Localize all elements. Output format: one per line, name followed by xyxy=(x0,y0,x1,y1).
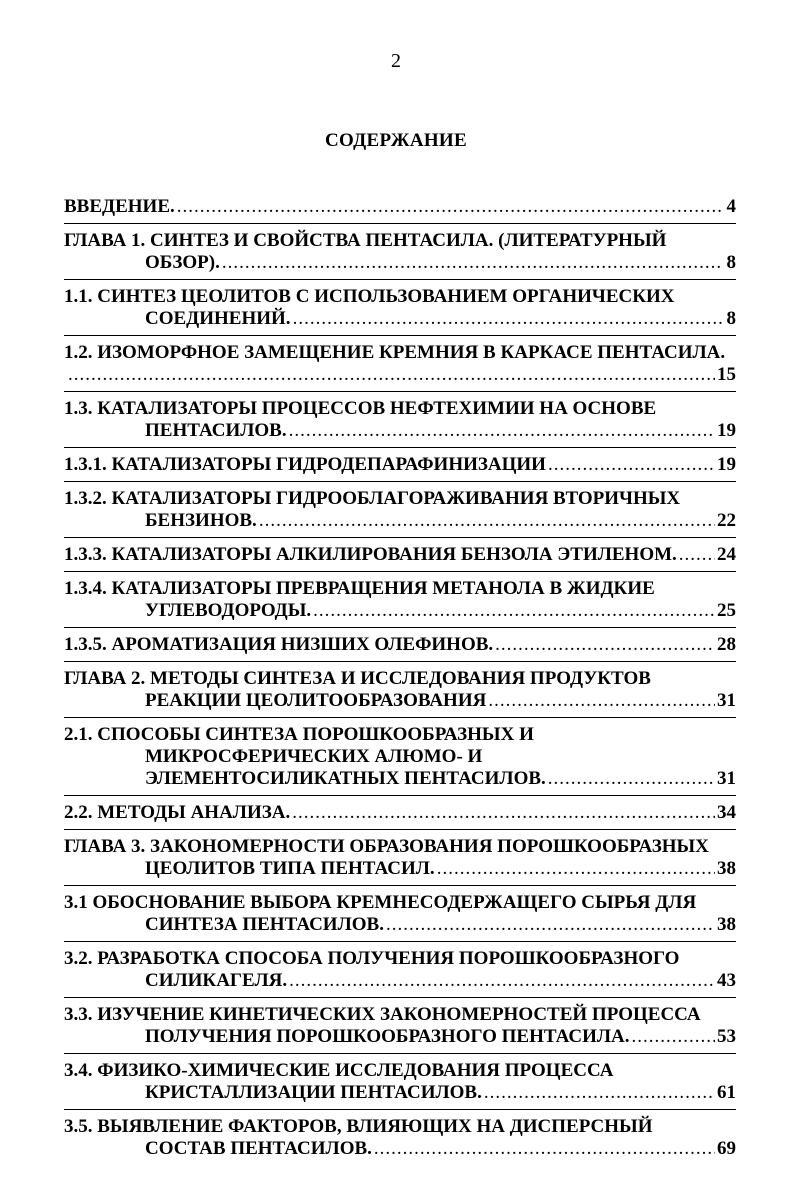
toc-entry xyxy=(64,836,736,880)
toc-entry xyxy=(64,1060,736,1104)
dot-leader xyxy=(292,802,715,824)
dot-leader xyxy=(495,634,715,656)
toc-entry xyxy=(64,948,736,992)
dot-leader xyxy=(289,970,715,992)
toc-entry-page: 69 xyxy=(717,1138,736,1159)
dot-leader xyxy=(374,1138,715,1160)
toc-entry-page: 19 xyxy=(717,420,736,441)
toc-entry-text: ОБЗОР). xyxy=(145,252,220,273)
toc-entry-page: 53 xyxy=(717,1026,736,1047)
toc-entry-text: СОЕДИНЕНИЙ. xyxy=(145,308,291,329)
toc-entry xyxy=(64,668,736,712)
page-number: 2 xyxy=(391,50,401,72)
dot-leader xyxy=(632,1026,716,1048)
entry-separator xyxy=(64,997,736,998)
toc-entry-text: 1.1. СИНТЕЗ ЦЕОЛИТОВ С ИСПОЛЬЗОВАНИЕМ ОРГАНИЧЕСКИХ xyxy=(64,286,675,307)
toc-entry-text: 1.3.5. АРОМАТИЗАЦИЯ НИЗШИХ ОЛЕФИНОВ. xyxy=(64,634,494,655)
dot-leader xyxy=(488,690,715,712)
toc-entry-text: 1.3.3. КАТАЛИЗАТОРЫ АЛКИЛИРОВАНИЯ БЕНЗОЛА ЭТИЛЕНОМ. xyxy=(64,544,677,565)
toc-entry-text: СОСТАВ ПЕНТАСИЛОВ. xyxy=(145,1138,372,1159)
toc-entry-text: ГЛАВА 3. ЗАКОНОМЕРНОСТИ ОБРАЗОВАНИЯ ПОРОШКООБРАЗНЫХ xyxy=(64,836,709,857)
toc-entry xyxy=(64,544,736,566)
table-of-contents xyxy=(64,196,736,1160)
dot-leader xyxy=(437,858,715,880)
toc-entry-page: 15 xyxy=(717,364,736,385)
toc-entry xyxy=(64,398,736,442)
toc-entry xyxy=(64,578,736,622)
toc-entry-text: 2.1. СПОСОБЫ СИНТЕЗА ПОРОШКООБРАЗНЫХ И xyxy=(64,724,534,745)
toc-entry xyxy=(64,802,736,824)
toc-entry xyxy=(64,1004,736,1048)
toc-entry-text: СИНТЕЗА ПЕНТАСИЛОВ. xyxy=(145,914,384,935)
toc-entry-text: КРИСТАЛЛИЗАЦИИ ПЕНТАСИЛОВ. xyxy=(145,1082,482,1103)
dot-leader xyxy=(386,914,715,936)
toc-entry-text: 3.1 ОБОСНОВАНИЕ ВЫБОРА КРЕМНЕСОДЕРЖАЩЕГО СЫРЬЯ ДЛЯ xyxy=(64,892,697,913)
dot-leader xyxy=(548,768,715,790)
dot-leader xyxy=(313,600,715,622)
toc-entry-text: РЕАКЦИИ ЦЕОЛИТООБРАЗОВАНИЯ xyxy=(145,690,487,711)
toc-entry-text: СИЛИКАГЕЛЯ. xyxy=(145,970,288,991)
toc-entry-text: ЭЛЕМЕНТОСИЛИКАТНЫХ ПЕНТАСИЛОВ. xyxy=(145,768,546,789)
dot-leader xyxy=(484,1082,715,1104)
dot-leader xyxy=(548,454,715,476)
toc-entry xyxy=(64,454,736,476)
toc-entry xyxy=(64,724,736,790)
toc-entry-text: 3.3. ИЗУЧЕНИЕ КИНЕТИЧЕСКИХ ЗАКОНОМЕРНОСТЕЙ ПРОЦЕССА xyxy=(64,1004,701,1025)
entry-separator xyxy=(64,481,736,482)
toc-entry-text: 1.3.2. КАТАЛИЗАТОРЫ ГИДРООБЛАГОРАЖИВАНИЯ ВТОРИЧНЫХ xyxy=(64,488,681,509)
entry-separator xyxy=(64,829,736,830)
toc-entry xyxy=(64,1116,736,1160)
toc-entry-page: 61 xyxy=(717,1082,736,1103)
toc-entry-text: 1.3.4. КАТАЛИЗАТОРЫ ПРЕВРАЩЕНИЯ МЕТАНОЛА В ЖИДКИЕ xyxy=(64,578,655,599)
toc-entry-text: УГЛЕВОДОРОДЫ. xyxy=(145,600,312,621)
toc-entry xyxy=(64,230,736,274)
toc-entry xyxy=(64,634,736,656)
toc-entry-text: 3.4. ФИЗИКО-ХИМИЧЕСКИЕ ИССЛЕДОВАНИЯ ПРОЦЕССА xyxy=(64,1060,614,1081)
entry-separator xyxy=(64,717,736,718)
toc-entry-text: 1.3. КАТАЛИЗАТОРЫ ПРОЦЕССОВ НЕФТЕХИМИИ НА ОСНОВЕ xyxy=(64,398,657,419)
toc-entry-page: 22 xyxy=(717,510,736,531)
toc-title: СОДЕРЖАНИЕ xyxy=(325,130,467,151)
toc-entry-text: ГЛАВА 1. СИНТЕЗ И СВОЙСТВА ПЕНТАСИЛА. (ЛИТЕРАТУРНЫЙ xyxy=(64,230,667,251)
entry-separator xyxy=(64,223,736,224)
toc-entry-page: 34 xyxy=(717,802,736,823)
toc-entry-text: 1.2. ИЗОМОРФНОЕ ЗАМЕЩЕНИЕ КРЕМНИЯ В КАРКАСЕ ПЕНТАСИЛА. xyxy=(64,342,726,363)
toc-entry-page: 28 xyxy=(717,634,736,655)
toc-entry xyxy=(64,196,736,218)
entry-separator xyxy=(64,885,736,886)
entry-separator xyxy=(64,795,736,796)
toc-entry-text: БЕНЗИНОВ. xyxy=(145,510,257,531)
toc-entry-page: 38 xyxy=(717,858,736,879)
toc-entry-text: ЦЕОЛИТОВ ТИПА ПЕНТАСИЛ. xyxy=(145,858,435,879)
toc-entry-page: 31 xyxy=(717,768,736,789)
toc-entry-page: 38 xyxy=(717,914,736,935)
dot-leader xyxy=(68,364,715,386)
entry-separator xyxy=(64,391,736,392)
dot-leader xyxy=(259,510,715,532)
toc-entry-page: 8 xyxy=(726,252,736,273)
toc-entry-text: МИКРОСФЕРИЧЕСКИХ АЛЮМО- И xyxy=(145,746,483,767)
dot-leader xyxy=(177,196,722,218)
toc-entry-text: 3.2. РАЗРАБОТКА СПОСОБА ПОЛУЧЕНИЯ ПОРОШКООБРАЗНОГО xyxy=(64,948,680,969)
entry-separator xyxy=(64,1109,736,1110)
entry-separator xyxy=(64,627,736,628)
toc-entry-text: ПЕНТАСИЛОВ. xyxy=(145,420,287,441)
entry-separator xyxy=(64,661,736,662)
toc-entry-text: 2.2. МЕТОДЫ АНАЛИЗА. xyxy=(64,802,291,823)
entry-separator xyxy=(64,1053,736,1054)
dot-leader xyxy=(222,252,722,274)
entry-separator xyxy=(64,335,736,336)
entry-separator xyxy=(64,279,736,280)
toc-entry-page: 19 xyxy=(717,454,736,475)
toc-entry xyxy=(64,342,736,386)
toc-entry-page: 4 xyxy=(726,196,736,217)
toc-entry-page: 31 xyxy=(717,690,736,711)
toc-entry-page: 8 xyxy=(726,308,736,329)
dot-leader xyxy=(289,420,715,442)
entry-separator xyxy=(64,537,736,538)
toc-entry xyxy=(64,488,736,532)
toc-entry-text: 3.5. ВЫЯВЛЕНИЕ ФАКТОРОВ, ВЛИЯЮЩИХ НА ДИСПЕРСНЫЙ xyxy=(64,1116,653,1137)
toc-entry-page: 25 xyxy=(717,600,736,621)
toc-entry-text: ПОЛУЧЕНИЯ ПОРОШКООБРАЗНОГО ПЕНТАСИЛА. xyxy=(145,1026,630,1047)
entry-separator xyxy=(64,941,736,942)
toc-entry-text: ГЛАВА 2. МЕТОДЫ СИНТЕЗА И ИССЛЕДОВАНИЯ ПРОДУКТОВ xyxy=(64,668,651,689)
dot-leader xyxy=(293,308,722,330)
dot-leader xyxy=(679,544,715,566)
toc-entry-page: 43 xyxy=(717,970,736,991)
entry-separator xyxy=(64,447,736,448)
toc-entry xyxy=(64,892,736,936)
toc-entry-text: 1.3.1. КАТАЛИЗАТОРЫ ГИДРОДЕПАРАФИНИЗАЦИИ xyxy=(64,454,546,475)
toc-entry xyxy=(64,286,736,330)
entry-separator xyxy=(64,571,736,572)
toc-entry-text: ВВЕДЕНИЕ. xyxy=(64,196,175,217)
toc-entry-page: 24 xyxy=(717,544,736,565)
